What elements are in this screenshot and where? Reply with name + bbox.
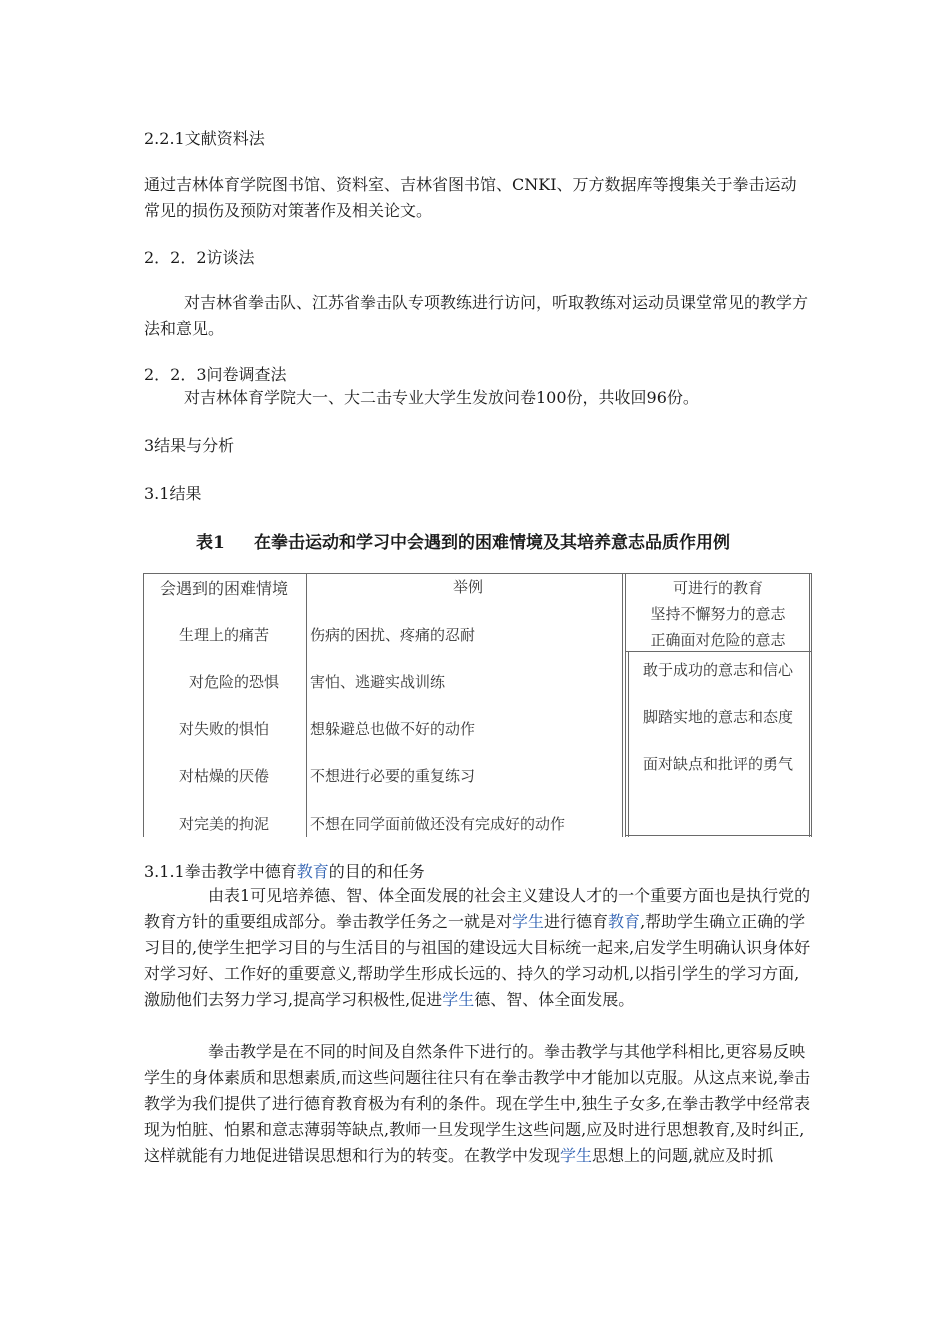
difficulty-table [143,573,812,837]
link-student[interactable]: 学生 [512,912,545,931]
table-header-example: 举例 [452,578,483,596]
table-edu-item: 正确面对危险的意志 [650,631,786,649]
table-row-situation: 对枯燥的厌倦 [178,767,269,785]
table-row-example: 害怕、逃避实战训练 [310,673,446,691]
table-header-situation: 会遇到的困难情境 [159,579,288,598]
paragraph-text: 德、智、体全面发展。 [474,990,635,1009]
paragraph-text: 拳击教学是在不同的时间及自然条件下进行的。拳击教学与其他学科相比,更容易反映学生的身体素质和思想素质,而这些问题往往只有在拳击教学中才能加以克服。从这点来说,拳击教学为我们提供了进行德育教育极为有利的条件。现在学生中,独生子女多,在拳击教学中经常表现为怕脏、怕累和意志薄弱等缺点,教师一旦发现学生这些问题,应及时进行思想教育,及时纠正,这样就能有力地促进错误思想和行为的转变。在教学中发现 [144,1042,811,1165]
table-caption-number: 表1 [196,533,225,553]
paragraph-text: ,帮助学生确立正确的学习目的,使学生把学习目的与生活目的与祖国的建设远大目标统一起来,启发学生明确认识身体好对学习好、工作好的重要意义,帮助学生形成长远的、持久的学习动机,以指引学生的学习方面,激励他们去努力学习,提高学习积极性,促进 [144,912,811,1009]
link-education[interactable]: 教育 [296,862,329,881]
section-2-2-3-body: 对吉林体育学院大一、大二击专业大学生发放问卷100份，共收回96份。 [184,388,699,407]
section-3-1-1-title [144,861,425,883]
title-text: 3.1.1拳击教学中德育 [144,862,297,881]
paragraph-text: 思想上的问题,就应及时抓 [592,1146,774,1165]
link-student[interactable]: 学生 [560,1146,593,1165]
table-divider-col1 [306,573,307,837]
paragraph-text: 进行德育 [544,912,609,931]
section-2-2-3-title: 2．2．3问卷调查法 [144,365,287,384]
table-row-situation: 对完美的拘泥 [178,815,269,833]
table-left-border [143,573,144,837]
table-edu-item: 坚持不懈努力的意志 [650,605,786,623]
section-3-title: 3结果与分析 [144,436,235,455]
title-text: 的目的和任务 [328,862,425,881]
table-edu-item: 敢于成功的意志和信心 [642,661,793,679]
table-edu-item: 面对缺点和批评的勇气 [642,755,793,773]
section-2-2-2-title: 2．2．2访谈法 [144,248,255,267]
table-edu-divider [625,651,812,652]
section-3-1-title: 3.1结果 [144,484,202,503]
table-row-situation: 生理上的痛苦 [178,626,269,644]
table-right-border [809,573,810,837]
table-header-education: 可进行的教育 [672,579,763,597]
table-bottom-border-edu [625,835,812,836]
section-2-2-2-body: 对吉林省拳击队、江苏省拳击队专项教练进行访问，听取教练对运动员课堂常见的教学方法和意见。 [144,293,809,338]
paragraph-text: 由表1可见培养德、智、体全面发展的社会主义建设人才的一个重要方面也是执行党的教育方针的重要组成部分。拳击教学任务之一就是对 [144,886,811,931]
section-2-2-1-title: 2.2.1文献资料法 [144,129,265,148]
table-row-situation: 对失败的惧怕 [178,720,269,738]
link-education[interactable]: 教育 [608,912,641,931]
table-row-example: 不想在同学面前做还没有完成好的动作 [310,815,566,833]
table-row-example: 不想进行必要的重复练习 [310,767,476,785]
table-caption-text: 在拳击运动和学习中会遇到的困难情境及其培养意志品质作用例 [254,533,730,553]
paragraph-3-1-1-p1 [144,883,812,1013]
table-row-situation: 对危险的恐惧 [188,673,279,691]
table-right-border-outer [811,573,812,837]
table-divider-col2a [622,573,623,837]
table-divider-col2b [625,573,626,837]
paragraph-3-1-1-p2 [144,1039,812,1169]
table-row-example: 伤病的困扰、疼痛的忍耐 [310,626,476,644]
table-top-border [143,573,812,574]
link-student[interactable]: 学生 [442,990,475,1009]
table-caption [196,528,730,553]
table-edu-item: 脚踏实地的意志和态度 [642,708,793,726]
section-2-2-1-body: 通过吉林体育学院图书馆、资料室、吉林省图书馆、CNKI、万方数据库等搜集关于拳击运动常见的损伤及预防对策著作及相关论文。 [144,175,797,220]
table-row-example: 想躲避总也做不好的动作 [310,720,476,738]
